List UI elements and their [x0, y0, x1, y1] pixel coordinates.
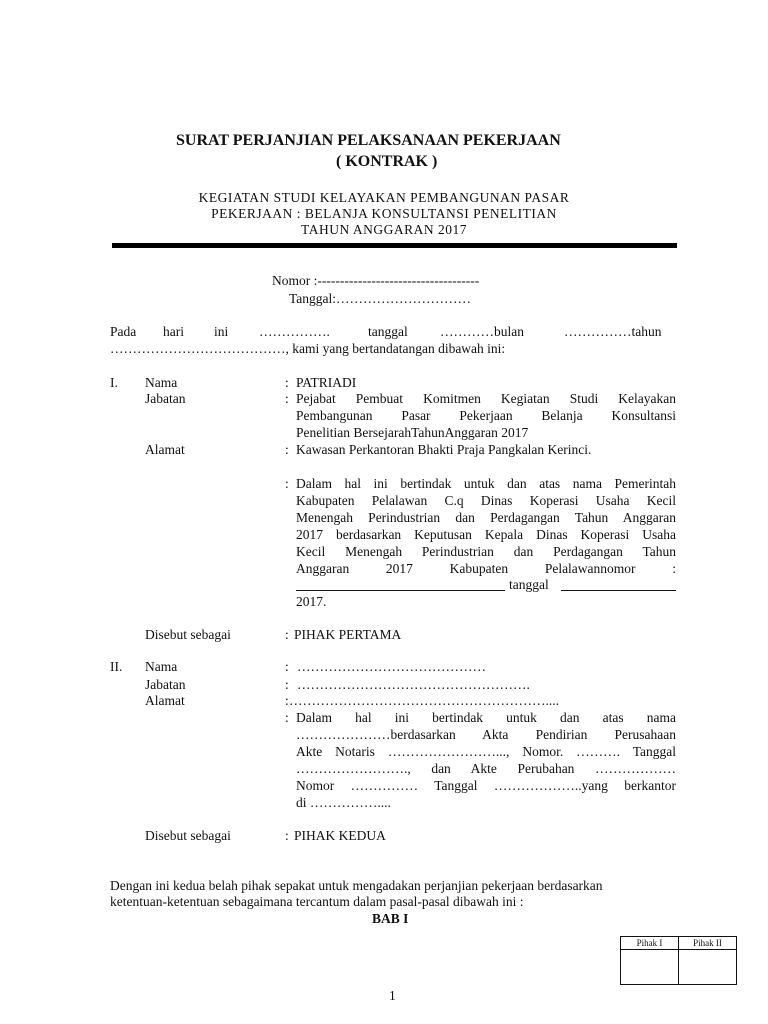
colon: :	[285, 375, 289, 390]
closing-line: ketentuan-ketentuan sebagaimana tercantum dalam pasal-pasal dibawah ini :	[110, 894, 524, 909]
party1-desc-line: Kabupaten Pelalawan C.q Dinas Koperasi Usaha Kecil	[296, 493, 676, 508]
colon: :	[285, 677, 289, 692]
document-title: SURAT PERJANJIAN PELAKSANAAN PEKERJAAN	[176, 132, 561, 149]
intro-word: Pada	[110, 324, 137, 339]
party1-desc-line: Menengah Perindustrian dan Perdagangan Tahun Anggaran	[296, 510, 676, 525]
decree-number-blank	[296, 590, 505, 591]
initials-header-party1: Pihak I	[621, 937, 679, 950]
party2-desc-line: …………………berdasarkan Akta Pendirian Perusahaan	[296, 727, 676, 742]
initials-cell-party2	[679, 950, 737, 985]
closing-line: Dengan ini kedua belah pihak sepakat untuk mengadakan perjanjian pekerjaan berdasarkan	[110, 878, 603, 893]
colon: :	[285, 828, 289, 843]
activity-line: KEGIATAN STUDI KELAYAKAN PEMBANGUNAN PASAR	[198, 190, 570, 205]
party1-desc-line: Dalam hal ini bertindak untuk dan atas nama Pemerintah	[296, 476, 676, 491]
intro-line-2: …………………………………, kami yang bertandatangan dibawah ini:	[110, 341, 506, 356]
party1-alamat-value: Kawasan Perkantoran Bhakti Praja Pangkalan Kerinci.	[296, 442, 592, 457]
party1-jabatan-label: Jabatan	[145, 391, 186, 406]
intro-blank: …………bulan	[440, 324, 524, 339]
intro-word: hari	[163, 324, 184, 339]
initials-header-party2: Pihak II	[679, 937, 737, 950]
party1-jabatan-line: Penelitian BersejarahTahunAnggaran 2017	[296, 425, 529, 440]
party1-number: I.	[110, 375, 118, 390]
intro-word: tanggal	[368, 324, 408, 339]
colon: :	[285, 476, 289, 491]
decree-date-blank	[561, 590, 676, 591]
colon: :	[285, 442, 289, 457]
intro-word: ini	[214, 324, 229, 339]
page-number: 1	[389, 988, 396, 1003]
party2-desc-line: di ……………....	[296, 795, 391, 810]
party1-role: PIHAK PERTAMA	[294, 627, 402, 642]
document-subtitle: ( KONTRAK )	[336, 153, 438, 170]
tanggal-line: Tanggal:…………………………	[289, 291, 472, 306]
party2-desc-line: Akte Notaris ……………………..., Nomor. ………. Tanggal	[296, 744, 676, 759]
budget-year-line: TAHUN ANGGARAN 2017	[301, 222, 467, 237]
party1-jabatan-line: Pembangunan Pasar Pekerjaan Belanja Konsultansi	[296, 408, 676, 423]
party2-desc-line: ……………………., dan Akte Perubahan ………………	[296, 761, 676, 776]
party2-alamat-label: Alamat	[145, 693, 185, 708]
colon: :	[285, 659, 289, 674]
party2-jabatan-label: Jabatan	[145, 677, 186, 692]
intro-blank: …………….	[259, 324, 330, 339]
colon: :	[285, 627, 289, 642]
party1-alamat-label: Alamat	[145, 442, 185, 457]
party1-desc-line: 2017.	[296, 594, 327, 609]
party1-tanggal-label: tanggal	[509, 577, 549, 592]
colon: :	[285, 693, 289, 708]
party2-number: II.	[110, 659, 123, 674]
party1-desc-line: Kecil Menengah Perindustrian dan Perdagangan Tahun	[296, 544, 676, 559]
party1-jabatan-line: Pejabat Pembuat Komitmen Kegiatan Studi Kelayakan	[296, 391, 676, 406]
party2-disebut-label: Disebut sebagai	[145, 828, 231, 843]
party1-nama-label: Nama	[145, 375, 178, 390]
nomor-line: Nomor :------------------------------------	[272, 273, 480, 288]
colon: :	[285, 391, 289, 406]
party2-nama-value: ……………………………………	[297, 659, 486, 674]
intro-blank: ……………tahun	[564, 324, 662, 339]
party2-role: PIHAK KEDUA	[294, 828, 386, 843]
party2-desc-line: Nomor …………… Tanggal ………………..yang berkantor	[296, 778, 676, 793]
colon: :	[285, 710, 289, 725]
work-line: PEKERJAAN : BELANJA KONSULTANSI PENELITIAN	[211, 206, 557, 221]
party2-desc-line: Dalam hal ini bertindak untuk dan atas nama	[296, 710, 676, 725]
initials-cell-party1	[621, 950, 679, 985]
initials-table	[620, 936, 737, 985]
party1-desc-line: 2017 berdasarkan Keputusan Kepala Dinas Koperasi Usaha	[296, 527, 676, 542]
party2-alamat-value: …………………………………………………....	[289, 693, 559, 708]
header-rule	[112, 243, 677, 248]
party1-desc-line: Anggaran 2017 Kabupaten Pelalawannomor :	[296, 561, 676, 576]
party2-jabatan-value: …………………………………………….	[297, 677, 530, 692]
party2-nama-label: Nama	[145, 659, 178, 674]
party1-nama-value: PATRIADI	[296, 375, 357, 390]
party1-disebut-label: Disebut sebagai	[145, 627, 231, 642]
chapter-heading: BAB I	[372, 911, 409, 926]
